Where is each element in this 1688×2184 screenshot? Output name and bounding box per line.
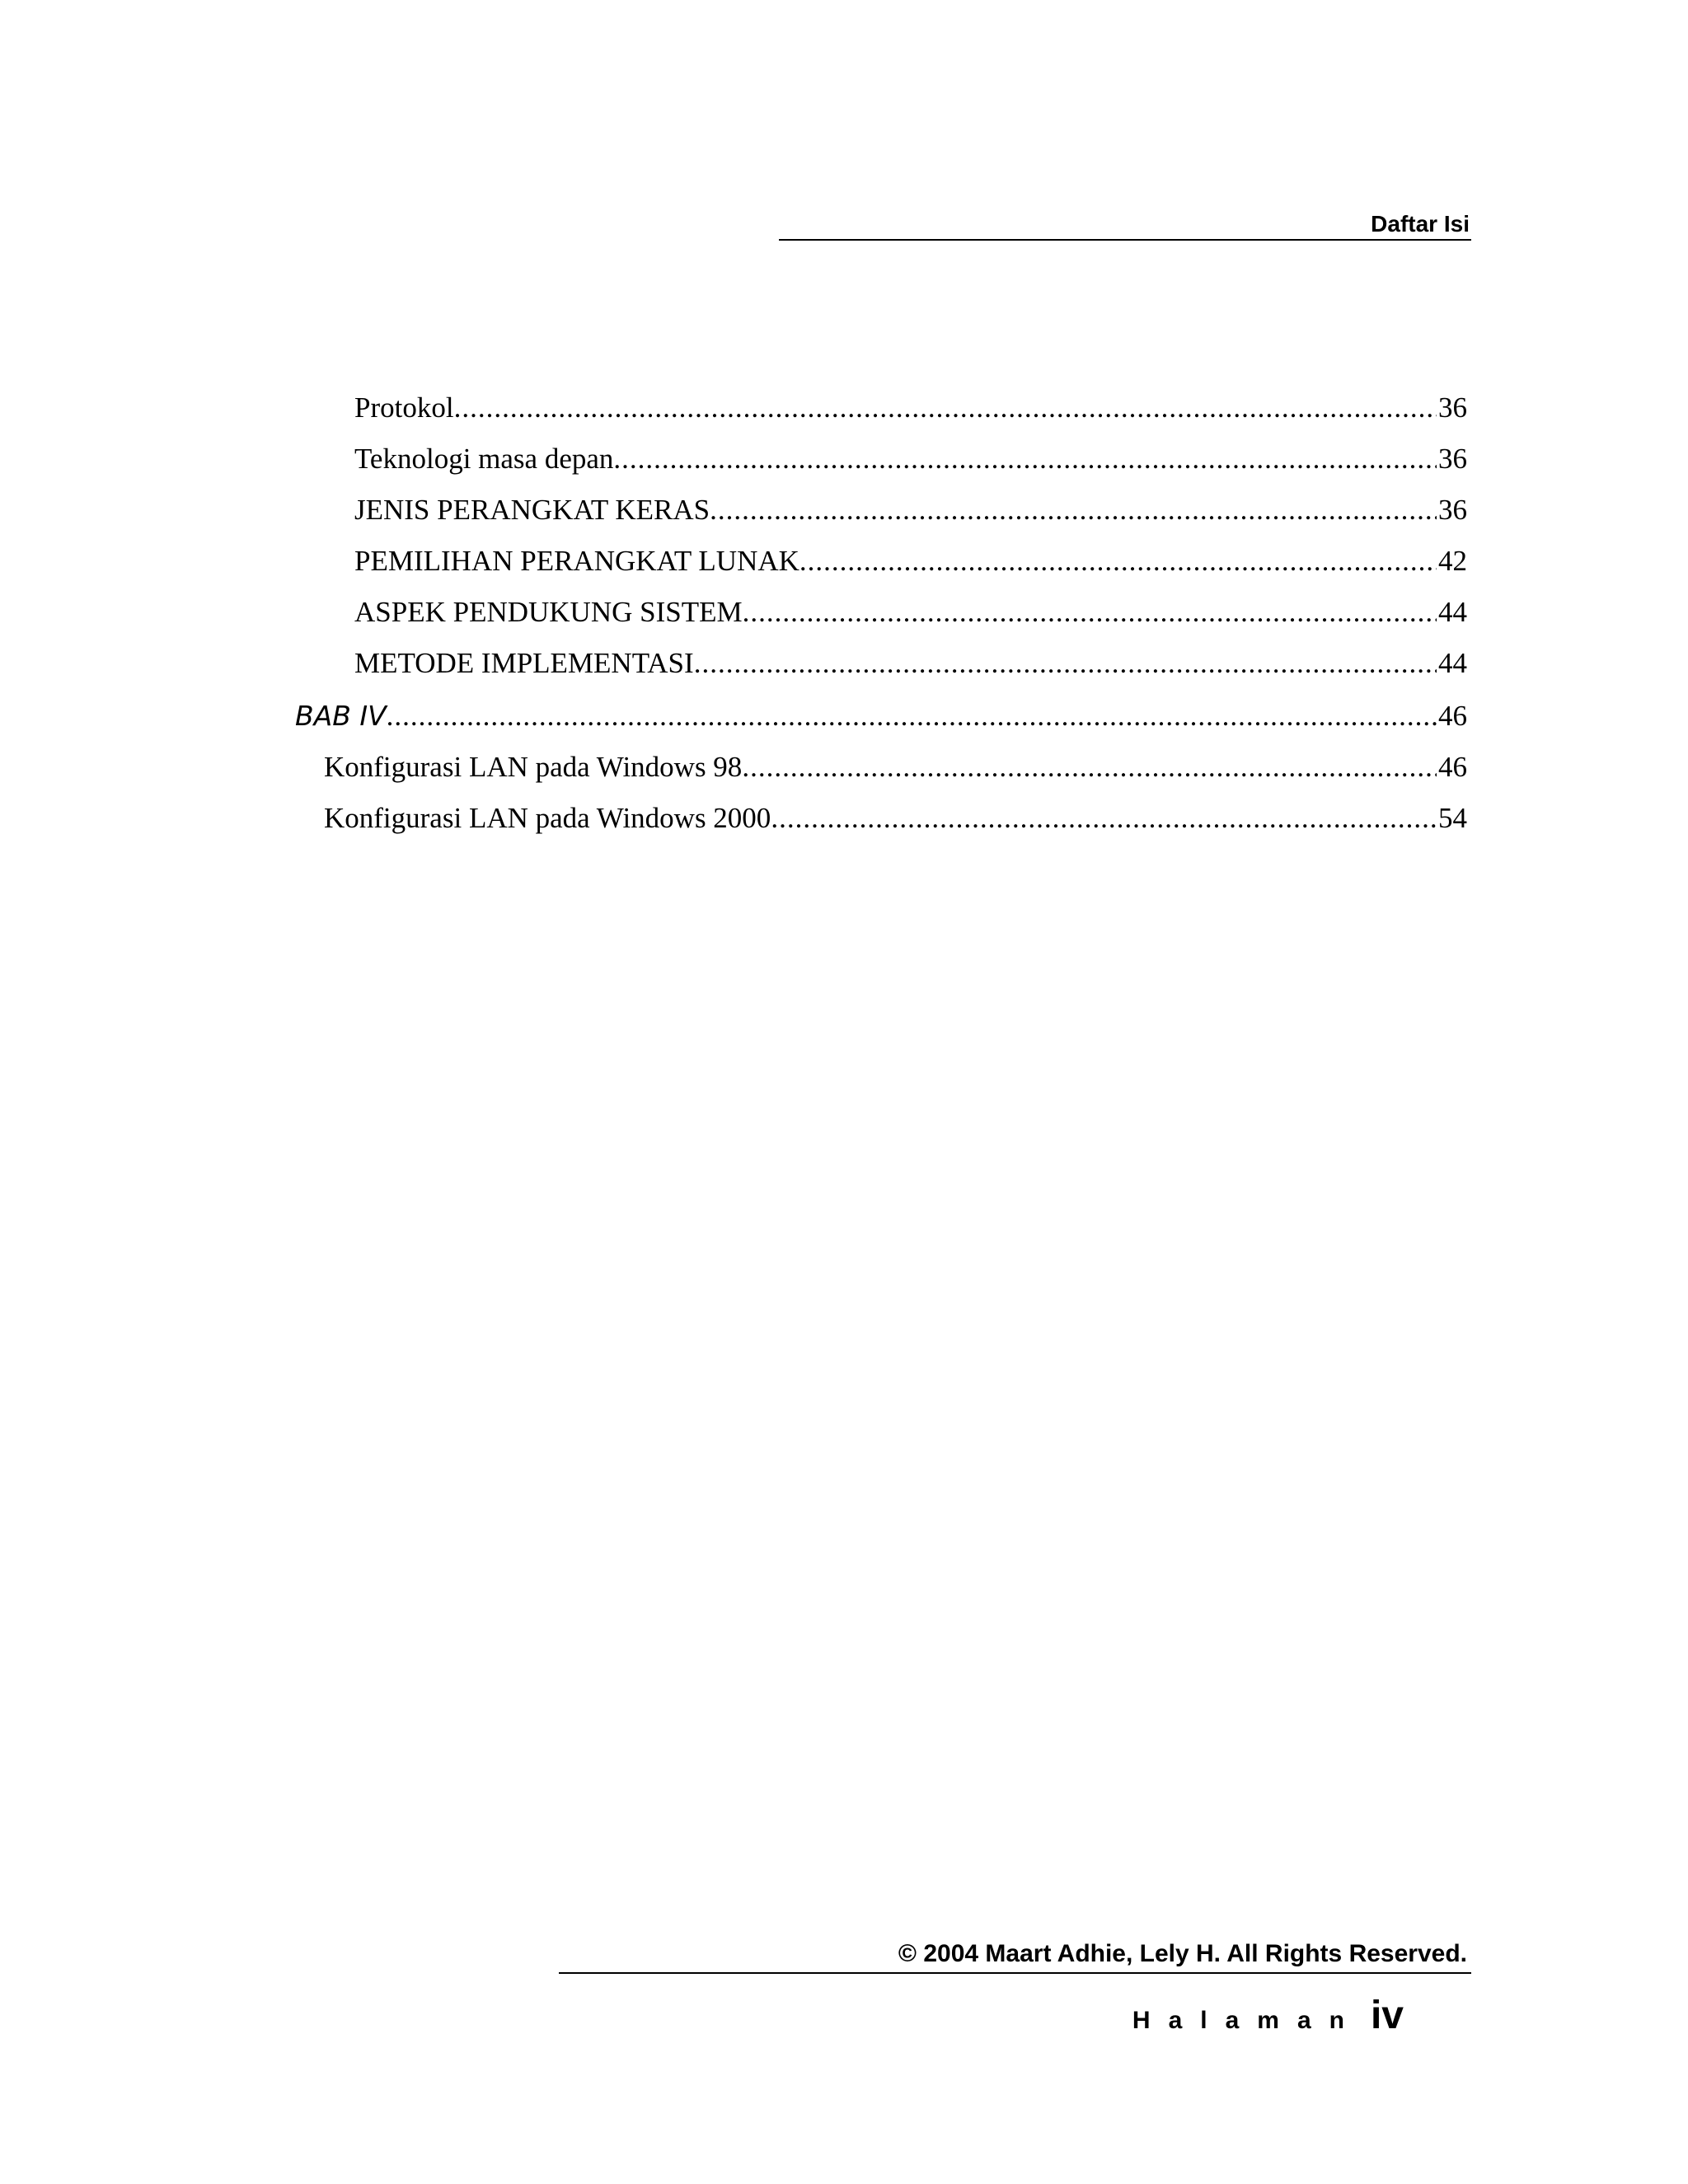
footer-rule <box>559 1972 1471 1974</box>
toc-entry-label: Konfigurasi LAN pada Windows 98 <box>324 751 743 783</box>
toc-entry-label: Konfigurasi LAN pada Windows 2000 <box>324 802 771 834</box>
running-header-title: Daftar Isi <box>1371 211 1470 237</box>
toc-entry-page: 36 <box>1438 443 1467 475</box>
toc-entry-label: Protokol <box>354 391 454 424</box>
footer-copyright: © 2004 Maart Adhie, Lely H. All Rights Reserved. <box>898 1940 1467 1967</box>
page-number: iv <box>1370 1994 1404 2037</box>
dot-leader <box>710 490 1437 531</box>
toc-entry-label: METODE IMPLEMENTASI <box>354 647 694 679</box>
page-word: Halaman <box>1132 2007 1362 2034</box>
toc-entry-konfigurasi-lan-windows-98[interactable] <box>324 747 1467 788</box>
toc-entry-label: Teknologi masa depan <box>354 443 614 475</box>
toc-entry-konfigurasi-lan-windows-2000[interactable] <box>324 798 1467 839</box>
footer-page-indicator <box>1132 1993 1404 2038</box>
header-rule <box>779 239 1471 241</box>
toc-entry-metode-implementasi[interactable] <box>354 643 1467 684</box>
toc-entry-jenis-perangkat-keras[interactable] <box>354 490 1467 531</box>
toc-entry-page: 44 <box>1438 647 1467 679</box>
toc-entry-pemilihan-perangkat-lunak[interactable] <box>354 541 1467 582</box>
toc-entry-page: 42 <box>1438 545 1467 577</box>
dot-leader <box>799 541 1437 582</box>
dot-leader <box>387 696 1437 737</box>
dot-leader <box>613 438 1437 480</box>
toc-entry-page: 44 <box>1438 596 1467 628</box>
dot-leader <box>743 592 1437 633</box>
toc-entry-aspek-pendukung-sistem[interactable] <box>354 592 1467 633</box>
dot-leader <box>454 387 1437 429</box>
toc-entry-bab-iv[interactable] <box>295 696 1467 737</box>
dot-leader <box>742 747 1437 788</box>
toc-entry-label: BAB IV <box>295 700 387 732</box>
toc-entry-protokol[interactable] <box>354 387 1467 429</box>
toc-entry-page: 36 <box>1438 391 1467 424</box>
toc-entry-page: 46 <box>1438 751 1467 783</box>
toc-entry-page: 54 <box>1438 802 1467 834</box>
dot-leader <box>694 643 1437 684</box>
toc-entry-label: PEMILIHAN PERANGKAT LUNAK <box>354 545 799 577</box>
toc-entry-label: JENIS PERANGKAT KERAS <box>354 494 710 526</box>
toc-entry-page: 46 <box>1438 700 1467 732</box>
toc-entry-page: 36 <box>1438 494 1467 526</box>
toc-entry-teknologi-masa-depan[interactable] <box>354 438 1467 480</box>
dot-leader <box>771 798 1437 839</box>
toc-entry-label: ASPEK PENDUKUNG SISTEM <box>354 596 743 628</box>
